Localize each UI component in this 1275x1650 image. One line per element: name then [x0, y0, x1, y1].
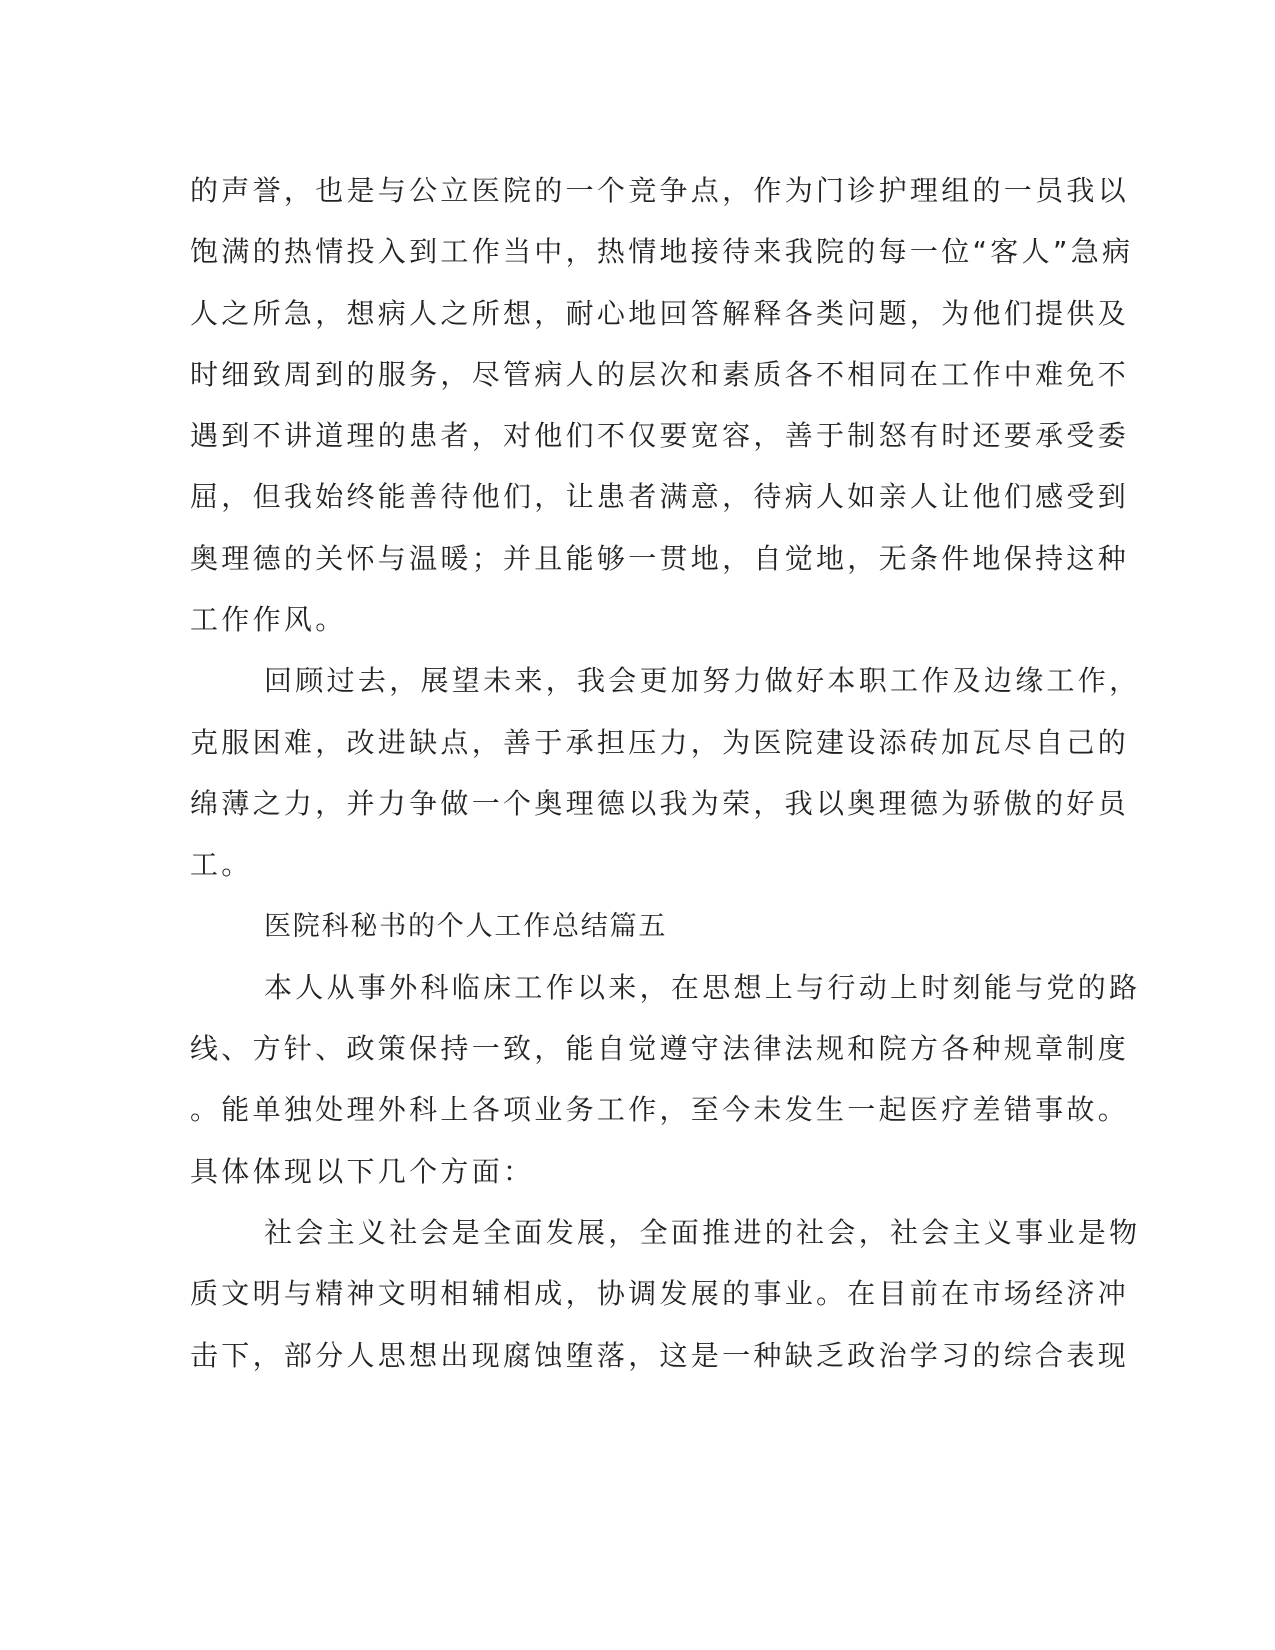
paragraph-first-line: 社会主义社会是全面发展，全面推进的社会，社会主义事业是物: [264, 1216, 1141, 1250]
text-line: 的声誉，也是与公立医院的一个竞争点，作为门诊护理组的一员我以: [190, 174, 1130, 207]
text-line: 饱满的热情投入到工作当中，热情地接待来我院的每一位“客人”急病: [190, 235, 1134, 269]
text-line: 线、方针、政策保持一致，能自觉遵守法律法规和院方各种规章制度: [190, 1032, 1130, 1066]
text-line: 遇到不讲道理的患者，对他们不仅要宽容，善于制怒有时还要承受委: [190, 419, 1130, 453]
text-line: 屈，但我始终能善待他们，让患者满意，待病人如亲人让他们感受到: [190, 480, 1130, 514]
text-line: 时细致周到的服务，尽管病人的层次和素质各不相同在工作中难免不: [190, 357, 1130, 391]
text-line: 工。: [190, 848, 253, 882]
text-line: 。能单独处理外科上各项业务工作，至今未发生一起医疗差错事故。: [190, 1093, 1130, 1127]
text-line: 质文明与精神文明相辅相成，协调发展的事业。在目前在市场经济冲: [190, 1277, 1130, 1311]
text-line: 人之所急，想病人之所想，耐心地回答解释各类问题，为他们提供及: [190, 296, 1130, 330]
text-line: 绵薄之力，并力争做一个奥理德以我为荣，我以奥理德为骄傲的好员: [190, 786, 1130, 820]
text-line: 击下，部分人思想出现腐蚀堕落，这是一种缺乏政治学习的综合表现: [190, 1338, 1130, 1372]
text-line: 克服困难，改进缺点，善于承担压力，为医院建设添砖加瓦尽自己的: [190, 725, 1130, 759]
paragraph-first-line: 回顾过去，展望未来，我会更加努力做好本职工作及边缘工作，: [264, 664, 1141, 698]
section-heading: 医院科秘书的个人工作总结篇五: [264, 910, 668, 942]
text-line: 工作作风。: [190, 603, 347, 637]
paragraph-first-line: 本人从事外科临床工作以来，在思想上与行动上时刻能与党的路: [264, 970, 1141, 1004]
body-text: [190, 160, 1141, 1386]
text-line: 奥理德的关怀与温暖；并且能够一贯地，自觉地，无条件地保持这种: [190, 541, 1130, 575]
text-line: 具体体现以下几个方面：: [190, 1154, 535, 1188]
